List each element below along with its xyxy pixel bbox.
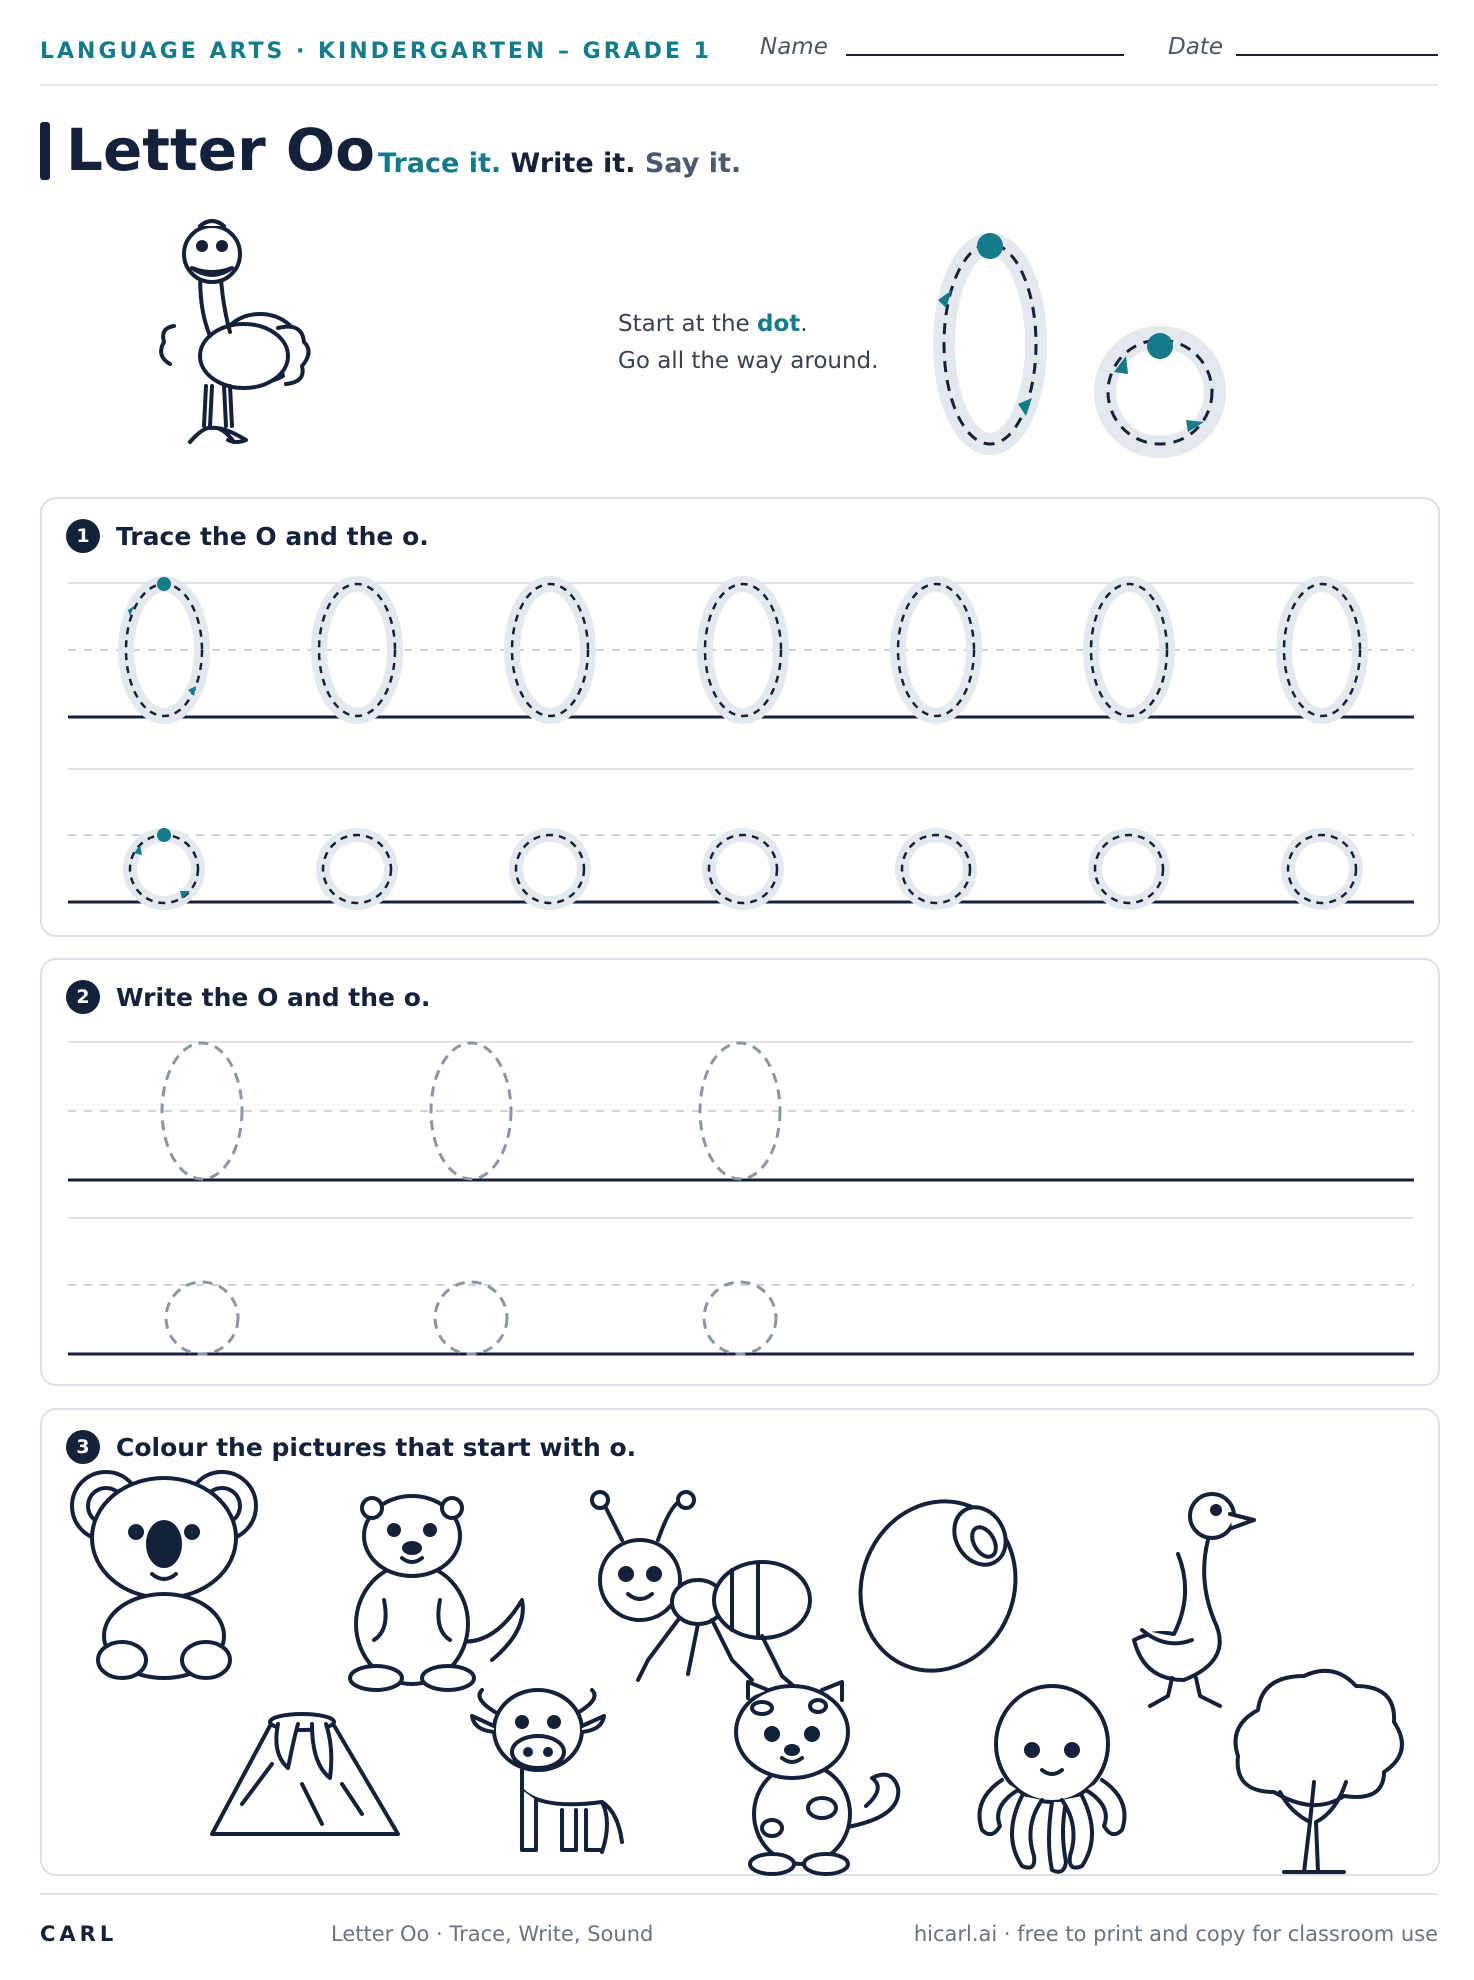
write-guide-lowercase-o [435, 1282, 507, 1354]
goose-icon[interactable] [1134, 1494, 1254, 1706]
ocelot-icon[interactable] [736, 1682, 898, 1874]
letter-lower: o [402, 521, 420, 551]
volcano-icon[interactable] [212, 1714, 398, 1834]
start-dot-icon [977, 233, 1003, 259]
step-number: 3 [66, 1430, 100, 1464]
step-number: 2 [66, 980, 100, 1014]
subject-header: LANGUAGE ARTS · KINDERGARTEN – GRADE 1 [40, 39, 712, 64]
trace-uppercase-o [126, 577, 202, 716]
start-dot-icon [157, 577, 171, 591]
date-label: Date [1168, 34, 1223, 60]
start-dot-icon [157, 828, 171, 842]
footer-link[interactable]: hicarl.ai · free to print and copy for classroom use [913, 1922, 1438, 1946]
step-text: . [419, 521, 429, 551]
header-divider [40, 84, 1438, 86]
start-dot-icon [1147, 333, 1173, 359]
date-field[interactable] [1236, 54, 1438, 56]
instr-line2: Go all the way around. [618, 348, 879, 374]
tagline-write: Write it. [510, 148, 636, 179]
name-field[interactable] [846, 54, 1124, 56]
otter-icon[interactable] [350, 1496, 523, 1690]
title-accent-bar [40, 122, 50, 180]
letter-upper: O [257, 982, 279, 1012]
tagline-trace: Trace it. [378, 148, 502, 179]
ostrich-icon [150, 218, 310, 458]
trace-lowercase-o [709, 835, 777, 903]
step-text: and the [276, 521, 403, 551]
step-text: Colour the pictures that start with [116, 1432, 610, 1462]
step-text: . [626, 1432, 637, 1462]
ox-icon[interactable] [472, 1690, 622, 1852]
trace-lowercase-o [516, 835, 584, 903]
model-uppercase-o [938, 233, 1036, 444]
brand-logo: CARL [40, 1922, 118, 1946]
trace-lowercase-o [1288, 835, 1356, 903]
trace-section [40, 497, 1440, 937]
footer-divider [40, 1893, 1438, 1895]
trace-lowercase-o [1095, 835, 1163, 903]
letter-lower: o [609, 1432, 627, 1462]
model-lowercase-o [1105, 333, 1215, 447]
step-text: . [420, 982, 431, 1012]
ant-icon[interactable] [592, 1492, 810, 1688]
tagline-say: Say it. [644, 148, 742, 179]
olive-icon[interactable] [835, 1478, 1040, 1694]
footer-title: Letter Oo · Trace, Write, Sound [331, 1922, 654, 1946]
trace-lowercase-o [902, 835, 970, 903]
step-text: and the [278, 982, 404, 1012]
write-section [40, 958, 1440, 1386]
write-guide-lowercase-o [704, 1282, 776, 1354]
colouring-pictures [42, 1410, 1438, 1874]
tagline [378, 148, 741, 179]
letter-upper: O [255, 521, 277, 551]
step-number: 1 [66, 519, 100, 553]
model-letters [916, 226, 1236, 466]
instr-period: . [800, 311, 808, 337]
koala-icon[interactable] [72, 1472, 256, 1678]
step-text: Trace the [116, 521, 256, 551]
octopus-icon[interactable] [980, 1686, 1125, 1872]
colour-section [40, 1408, 1440, 1876]
trace-lowercase-o [323, 835, 391, 903]
hero-instructions [618, 306, 878, 380]
instr-line1: Start at the [618, 311, 757, 337]
name-label: Name [760, 34, 828, 60]
instr-dot-word: dot [756, 311, 801, 337]
letter-lower: o [403, 982, 421, 1012]
step-text: Write the [116, 982, 258, 1012]
page-title: Letter Oo [66, 116, 376, 184]
oak-tree-icon[interactable] [1236, 1671, 1403, 1872]
write-guide-lowercase-o [166, 1282, 238, 1354]
trace-practice-area[interactable] [42, 499, 1438, 935]
trace-lowercase-o [130, 828, 198, 903]
write-practice-area[interactable] [42, 960, 1438, 1384]
